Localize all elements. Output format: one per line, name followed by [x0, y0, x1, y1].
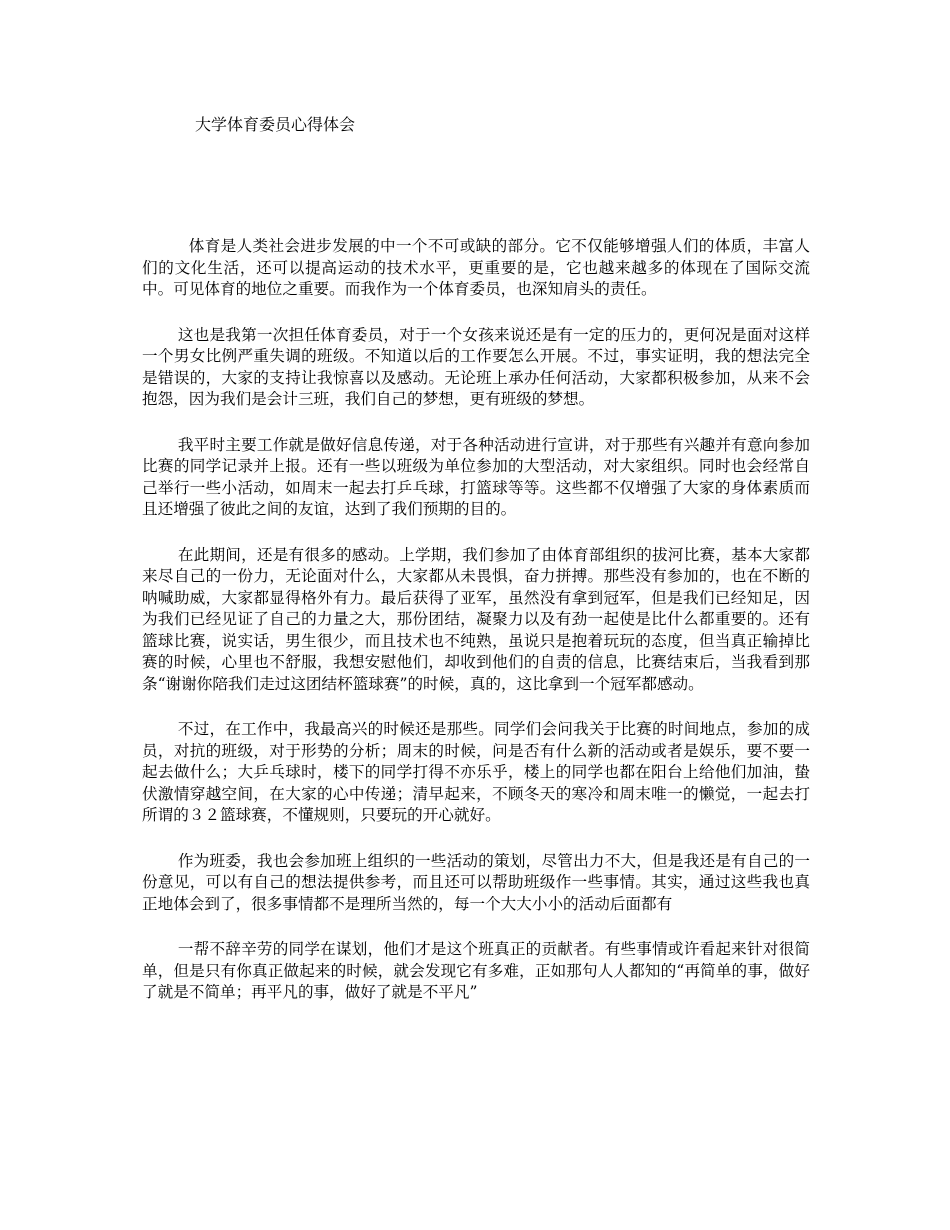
paragraph-1: 体育是人类社会进步发展的中一个不可或缺的部分。它不仅能够增强人们的体质，丰富人们的文化生活，还可以提高运动的技术水平，更重要的是，它也越来越多的体现在了国际交流中。可见体育的地位之重要。而我作为一个体育委员，也深知肩头的责任。	[142, 237, 810, 298]
paragraph-6: 作为班委，我也会参加班上组织的一些活动的策划，尽管出力不大，但是我还是有自己的一份意见，可以有自己的想法提供参考，而且还可以帮助班级作一些事情。其实，通过这些我也真正地体会到了，很多事情都不是理所当然的，每一个大大小小的活动后面都有	[142, 851, 810, 913]
paragraph-4: 在此期间，还是有很多的感动。上学期，我们参加了由体育部组织的拔河比赛，基本大家都来尽自己的一份力，无论面对什么，大家都从未畏惧，奋力拼搏。那些没有参加的，也在不断的呐喊助威，大家都显得格外有力。最后获得了亚军，虽然没有拿到冠军，但是我们已经知足，因为我们已经见证了自己的力量之大，那份团结，凝聚力以及有劲一起使是比什么都重要的。还有篮球比赛，说实话，男生很少，而且技术也不纯熟，虽说只是抱着玩玩的态度，但当真正输掉比赛的时候，心里也不舒服，我想安慰他们，却收到他们的自责的信息，比赛结束后，当我看到那条“谢谢你陪我们走过这团结杯篮球赛”的时候，真的，这比拿到一个冠军都感动。	[142, 545, 810, 693]
document-body	[142, 236, 810, 1028]
document-title: 大学体育委员心得体会	[195, 115, 356, 134]
paragraph-2: 这也是我第一次担任体育委员，对于一个女孩来说还是有一定的压力的，更何况是面对这样一个男女比例严重失调的班级。不知道以后的工作要怎么开展。不过，事实证明，我的想法完全是错误的，大家的支持让我惊喜以及感动。无论班上承办任何活动，大家都积极参加，从来不会抱怨，因为我们是会计三班，我们自己的梦想，更有班级的梦想。	[142, 325, 810, 408]
paragraph-5: 不过，在工作中，我最高兴的时候还是那些。同学们会问我关于比赛的时间地点，参加的成员，对抗的班级，对于形势的分析；周末的时候，问是否有什么新的活动或者是娱乐，要不要一起去做什么；大乒乓球时，楼下的同学打得不亦乐乎，楼上的同学也都在阳台上给他们加油，蛰伏激情穿越空间，在大家的心中传递；清早起来，不顾冬天的寒冷和周末唯一的懒觉，一起去打所谓的３２篮球赛，不懂规则，只要玩的开心就好。	[142, 720, 810, 824]
paragraph-7: 一帮不辞辛劳的同学在谋划，他们才是这个班真正的贡献者。有些事情或许看起来针对很简单，但是只有你真正做起来的时候，就会发现它有多难，正如那句人人都知的“再简单的事，做好了就是不简单；再平凡的事，做好了就是不平凡”	[142, 940, 810, 1001]
paragraph-3: 我平时主要工作就是做好信息传递，对于各种活动进行宣讲，对于那些有兴趣并有意向参加比赛的同学记录并上报。还有一些以班级为单位参加的大型活动，对大家组织。同时也会经常自己举行一些小活动，如周末一起去打乒乓球，打篮球等等。这些都不仅增强了大家的身体素质而且还增强了彼此之间的友谊，达到了我们预期的目的。	[142, 435, 810, 518]
